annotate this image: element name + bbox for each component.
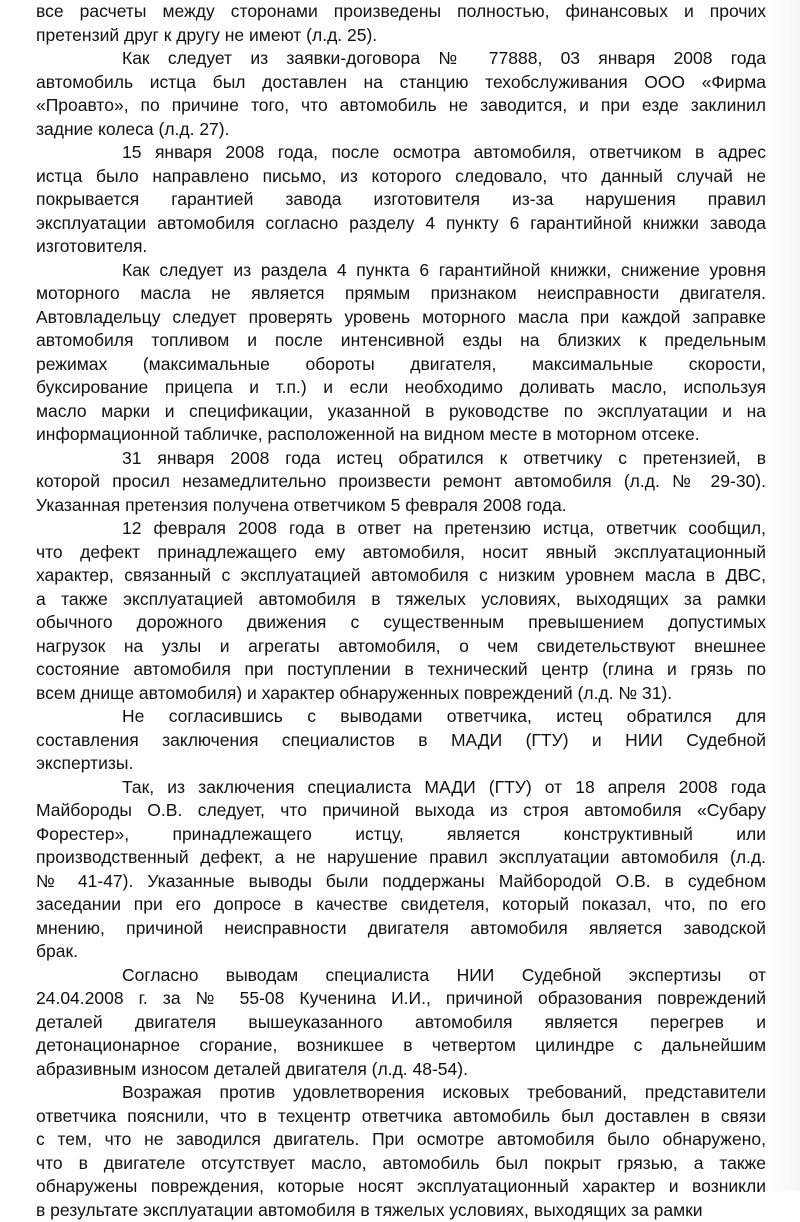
scan-edge-shadow (766, 0, 800, 1191)
text-line: № 41-47). Указанные выводы были поддержаны Майбородой О.В. в судебном (36, 870, 766, 894)
paragraph (36, 964, 766, 1082)
text-line: буксирование прицепа и т.п.) и если необходимо доливать масло, используя (36, 376, 766, 400)
paragraph (36, 141, 766, 259)
text-line: брак. (36, 940, 766, 964)
text-line: масло марки и спецификации, указанной в руководстве по эксплуатации и на (36, 400, 766, 424)
text-line: истца было направлено письмо, из которого следовало, что данный случай не (36, 165, 766, 189)
text-line: автомобиля топливом и после интенсивной езды на близких к предельным (36, 329, 766, 353)
text-line: производственный дефект, а не нарушение правил эксплуатации автомобиля (л.д. (36, 846, 766, 870)
text-line: составления заключения специалистов в МАДИ (ГТУ) и НИИ Судебной (36, 729, 766, 753)
text-line: в результате эксплуатации автомобиля в тяжелых условиях, выходящих за рамки (36, 1199, 766, 1222)
text-line: а также эксплуатацией автомобиля в тяжелых условиях, выходящих за рамки (36, 588, 766, 612)
text-line: состояние автомобиля при поступлении в технический центр (глина и грязь по (36, 658, 766, 682)
document-page (36, 0, 766, 1191)
text-line: деталей двигателя вышеуказанного автомобиля является перегрев и (36, 1011, 766, 1035)
text-line: 12 февраля 2008 года в ответ на претензию истца, ответчик сообщил, (36, 517, 766, 541)
text-line: режимах (максимальные обороты двигателя, максимальные скорости, (36, 353, 766, 377)
text-line: Форестер», принадлежащего истцу, является конструктивный или (36, 823, 766, 847)
text-line: всем днище автомобиля) и характер обнаруженных повреждений (л.д. № 31). (36, 682, 766, 706)
paragraph (36, 259, 766, 447)
text-line: 31 января 2008 года истец обратился к ответчику с претензией, в (36, 447, 766, 471)
paragraph (36, 517, 766, 705)
text-line: которой просил незамедлительно произвести ремонт автомобиля (л.д. № 29-30). (36, 470, 766, 494)
text-line: покрывается гарантией завода изготовителя из-за нарушения правил (36, 188, 766, 212)
text-line: детонационарное сгорание, возникшее в четвертом цилиндре с дальнейшим (36, 1034, 766, 1058)
text-line: задние колеса (л.д. 27). (36, 118, 766, 142)
paragraph (36, 0, 766, 47)
text-line: с тем, что не заводился двигатель. При осмотре автомобиля было обнаружено, (36, 1128, 766, 1152)
paragraph (36, 705, 766, 776)
text-line: 15 января 2008 года, после осмотра автомобиля, ответчиком в адрес (36, 141, 766, 165)
paragraph (36, 47, 766, 141)
text-line: что дефект принадлежащего ему автомобиля, носит явный эксплуатационный (36, 541, 766, 565)
text-line: нагрузок на узлы и агрегаты автомобиля, о чем свидетельствуют внешнее (36, 635, 766, 659)
text-line: автомобиль истца был доставлен на станцию техобслуживания ООО «Фирма (36, 71, 766, 95)
paragraph (36, 776, 766, 964)
text-line: Так, из заключения специалиста МАДИ (ГТУ) от 18 апреля 2008 года (36, 776, 766, 800)
text-line: 24.04.2008 г. за № 55-08 Кученина И.И., причиной образования повреждений (36, 987, 766, 1011)
text-line: Автовладельцу следует проверять уровень моторного масла при каждой заправке (36, 306, 766, 330)
text-line: что в двигателе отсутствует масло, автомобиль был покрыт грязью, а также (36, 1152, 766, 1176)
text-line: изготовителя. (36, 235, 766, 259)
text-line: заседании при его допросе в качестве свидетеля, который показал, что, по его (36, 893, 766, 917)
text-line: Как следует из заявки-договора № 77888, 03 января 2008 года (36, 47, 766, 71)
text-line: претензий друг к другу не имеют (л.д. 25). (36, 24, 766, 48)
text-line: Майбороды О.В. следует, что причиной выхода из строя автомобиля «Субару (36, 799, 766, 823)
paragraph (36, 1081, 766, 1222)
text-line: Указанная претензия получена ответчиком 5 февраля 2008 года. (36, 494, 766, 518)
text-line: Не согласившись с выводами ответчика, истец обратился для (36, 705, 766, 729)
text-line: Как следует из раздела 4 пункта 6 гарантийной книжки, снижение уровня (36, 259, 766, 283)
text-line: мнению, причиной неисправности двигателя автомобиля является заводской (36, 917, 766, 941)
text-line: Согласно выводам специалиста НИИ Судебной экспертизы от (36, 964, 766, 988)
text-line: абразивным износом деталей двигателя (л.д. 48-54). (36, 1058, 766, 1082)
text-line: обычного дорожного движения с существенным превышением допустимых (36, 611, 766, 635)
text-line: моторного масла не является прямым признаком неисправности двигателя. (36, 282, 766, 306)
text-line: экспертизы. (36, 752, 766, 776)
paragraph (36, 447, 766, 518)
text-line: Возражая против удовлетворения исковых требований, представители (36, 1081, 766, 1105)
text-line: характер, связанный с эксплуатацией автомобиля с низким уровнем масла в ДВС, (36, 564, 766, 588)
text-line: эксплуатации автомобиля согласно разделу 4 пункту 6 гарантийной книжки завода (36, 212, 766, 236)
text-line: информационной табличке, расположенной на видном месте в моторном отсеке. (36, 423, 766, 447)
text-line: «Проавто», по причине того, что автомобиль не заводится, и при езде заклинил (36, 94, 766, 118)
text-line: обнаружены повреждения, которые носят эксплуатационный характер и возникли (36, 1175, 766, 1199)
text-line: ответчика пояснили, что в техцентр ответчика автомобиль был доставлен в связи (36, 1105, 766, 1129)
text-line: все расчеты между сторонами произведены полностью, финансовых и прочих (36, 0, 766, 24)
